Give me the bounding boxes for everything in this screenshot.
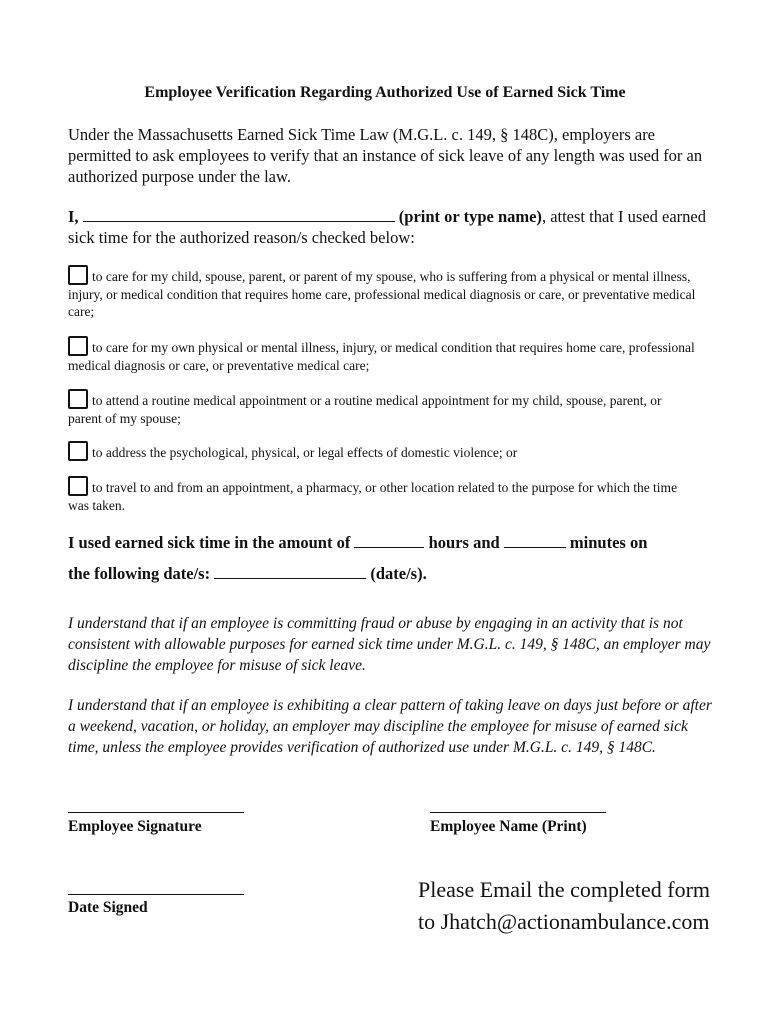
name-hint: (print or type name) (398, 207, 542, 226)
reason-checkbox-2[interactable] (68, 336, 88, 356)
amount-text-1: I used earned sick time in the amount of (68, 533, 351, 552)
amount-text-4: the following date/s: (68, 564, 211, 583)
employee-name-line[interactable] (430, 812, 606, 813)
attestation-statement (68, 206, 718, 248)
attest-prefix: I, (68, 207, 79, 226)
amount-text-5: (date/s). (370, 564, 427, 583)
pattern-notice: I understand that if an employee is exhibiting a clear pattern of taking leave on days just before or after a weekend, vacation, or holiday, an employer may discipline the employee for misuse of earned sick time, unless the employee provides verification of authorized use under M.G.L. c. 149, § 148C. (68, 697, 712, 756)
reason-label-5: to travel to and from an appointment, a pharmacy, or other location related to the purpose for which the time was taken. (68, 480, 678, 513)
reason-option-1 (68, 265, 698, 321)
reason-checkbox-4[interactable] (68, 441, 88, 461)
form-title: Employee Verification Regarding Authorized Use of Earned Sick Time (144, 84, 626, 101)
intro-paragraph: Under the Massachusetts Earned Sick Time Law (M.G.L. c. 149, § 148C), employers are permitted to ask employees to verify that an instance of sick leave of any length was used for an authorized purpose under the law. (68, 125, 703, 186)
name-field[interactable] (83, 207, 395, 222)
reason-label-3: to attend a routine medical appointment or a routine medical appointment for my child, spouse, parent, or parent of my spouse; (68, 393, 662, 426)
dates-field[interactable] (214, 564, 366, 579)
hours-field[interactable] (354, 533, 424, 548)
email-instruction-line-2: to Jhatch@actionambulance.com (418, 909, 710, 934)
employee-signature-line[interactable] (68, 812, 244, 813)
reason-checkbox-3[interactable] (68, 389, 88, 409)
fraud-notice: I understand that if an employee is committing fraud or abuse by engaging in an activity that is not consistent with allowable purposes for earned sick time under M.G.L. c. 149, § 148C, an employer may discipline the employee for misuse of sick leave. (68, 615, 711, 674)
attest-suffix: , attest that I used earned sick time for the authorized reason/s checked below: (68, 207, 706, 247)
reason-label-4: to address the psychological, physical, or legal effects of domestic violence; or (92, 445, 518, 460)
reason-label-1: to care for my child, spouse, parent, or parent of my spouse, who is suffering from a physical or mental illness, injury, or medical condition that requires home care, professional medical diagnosis or care, or preventative medical care; (68, 269, 696, 319)
amount-line-1 (68, 533, 718, 553)
date-signed-line[interactable] (68, 894, 244, 895)
amount-text-3: minutes on (569, 533, 648, 552)
minutes-field[interactable] (504, 533, 566, 548)
employee-name-label: Employee Name (Print) (430, 818, 587, 835)
amount-text-2: hours and (428, 533, 500, 552)
employee-signature-label: Employee Signature (68, 818, 202, 835)
reason-option-5 (68, 476, 698, 514)
reason-checkbox-1[interactable] (68, 265, 88, 285)
reason-checkbox-5[interactable] (68, 476, 88, 496)
reason-label-2: to care for my own physical or mental illness, injury, or medical condition that requires home care, professional medical diagnosis or care, or preventative medical care; (68, 340, 695, 373)
reason-option-2 (68, 336, 698, 374)
amount-line-2 (68, 564, 718, 584)
reason-option-4 (68, 441, 698, 462)
date-signed-label: Date Signed (68, 899, 148, 916)
email-instruction-line-1: Please Email the completed form (418, 877, 711, 902)
reason-option-3 (68, 389, 698, 427)
